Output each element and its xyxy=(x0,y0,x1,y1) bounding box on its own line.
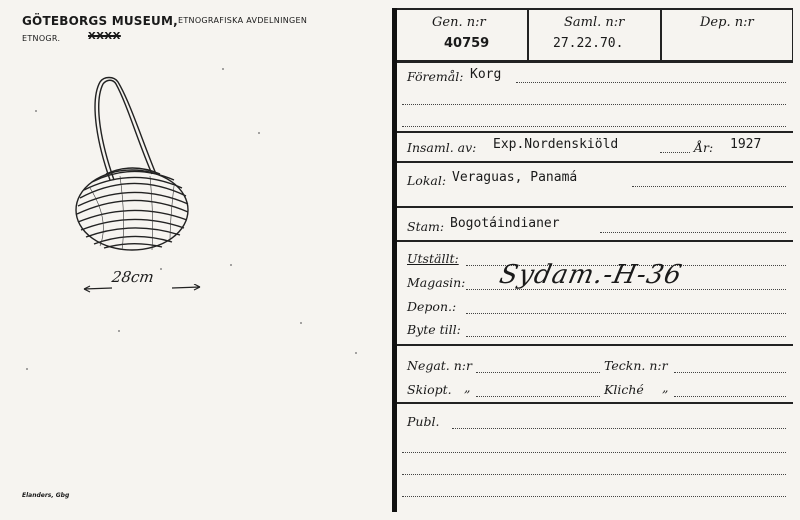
header-right-border xyxy=(792,8,793,63)
dotted-line xyxy=(402,104,786,105)
speck xyxy=(26,368,28,370)
lokal-value: Veraguas, Panamá xyxy=(452,170,578,185)
measurement-value: 28cm xyxy=(110,268,155,286)
gen-nr-label: Gen. n:r xyxy=(432,15,486,30)
row-divider xyxy=(397,206,793,208)
saml-nr-value: 27.22.70. xyxy=(553,36,624,51)
kliche-ditto: „ xyxy=(662,380,669,395)
header-top-border xyxy=(397,8,793,10)
byte-label: Byte till: xyxy=(407,322,461,337)
dotted-line xyxy=(476,396,600,397)
printer-credit: Elanders, Gbg xyxy=(22,492,70,499)
dotted-line xyxy=(660,152,690,153)
dotted-line xyxy=(466,336,786,337)
dotted-line xyxy=(516,82,786,83)
speck xyxy=(355,352,357,354)
dotted-line xyxy=(600,232,786,233)
utstallt-label: Utställt: xyxy=(407,251,459,266)
stam-value: Bogotáindianer xyxy=(450,216,560,231)
depon-label: Depon.: xyxy=(407,299,457,314)
speck xyxy=(118,330,120,332)
stam-label: Stam: xyxy=(407,219,445,234)
card-divider xyxy=(392,8,397,512)
dotted-line xyxy=(674,372,786,373)
dotted-line xyxy=(452,428,786,429)
speck xyxy=(222,68,224,70)
skiopt-label: Skiopt. xyxy=(407,382,452,397)
struck-text: XXXX xyxy=(88,31,121,42)
museum-department: ETNOGRAFISKA AVDELNINGEN xyxy=(178,16,308,25)
saml-nr-label: Saml. n:r xyxy=(564,15,625,30)
header-bottom-border xyxy=(397,60,793,63)
basket-drawing-icon xyxy=(70,70,200,260)
header-column-divider xyxy=(660,8,662,62)
dotted-line xyxy=(466,313,786,314)
dotted-line xyxy=(402,496,786,497)
header-column-divider xyxy=(527,8,529,62)
speck xyxy=(300,322,302,324)
dotted-line xyxy=(476,372,600,373)
museum-name: GÖTEBORGS MUSEUM, xyxy=(22,14,178,28)
dotted-line xyxy=(402,452,786,453)
speck xyxy=(160,268,162,270)
magasin-label: Magasin: xyxy=(407,275,466,290)
speck xyxy=(35,110,37,112)
row-divider xyxy=(397,161,793,163)
speck xyxy=(230,264,232,266)
dotted-line xyxy=(402,126,786,127)
publ-label: Publ. xyxy=(407,414,440,429)
ar-value: 1927 xyxy=(730,137,762,152)
gen-nr-value: 40759 xyxy=(444,36,490,51)
insaml-value: Exp.Nordenskiöld xyxy=(493,137,619,152)
dep-nr-label: Dep. n:r xyxy=(700,15,754,30)
ar-label: År: xyxy=(694,140,714,155)
dotted-line xyxy=(466,289,786,290)
etnogr-label: ETNOGR. xyxy=(22,34,61,43)
row-divider xyxy=(397,402,793,404)
foremal-label: Föremål: xyxy=(407,69,464,84)
lokal-label: Lokal: xyxy=(407,173,447,188)
negat-label: Negat. n:r xyxy=(407,358,472,373)
speck xyxy=(258,132,260,134)
teckn-label: Teckn. n:r xyxy=(604,358,668,373)
dotted-line xyxy=(402,474,786,475)
row-divider xyxy=(397,131,793,133)
skiopt-ditto: „ xyxy=(464,380,471,395)
dotted-line xyxy=(632,186,786,187)
insaml-label: Insaml. av: xyxy=(407,140,477,155)
dotted-line xyxy=(674,396,786,397)
row-divider xyxy=(397,344,793,346)
foremal-value: Korg xyxy=(470,67,502,82)
magasin-value: Sydam.-H-36 xyxy=(496,260,686,290)
kliche-label: Kliché xyxy=(604,382,644,397)
row-divider xyxy=(397,240,793,242)
